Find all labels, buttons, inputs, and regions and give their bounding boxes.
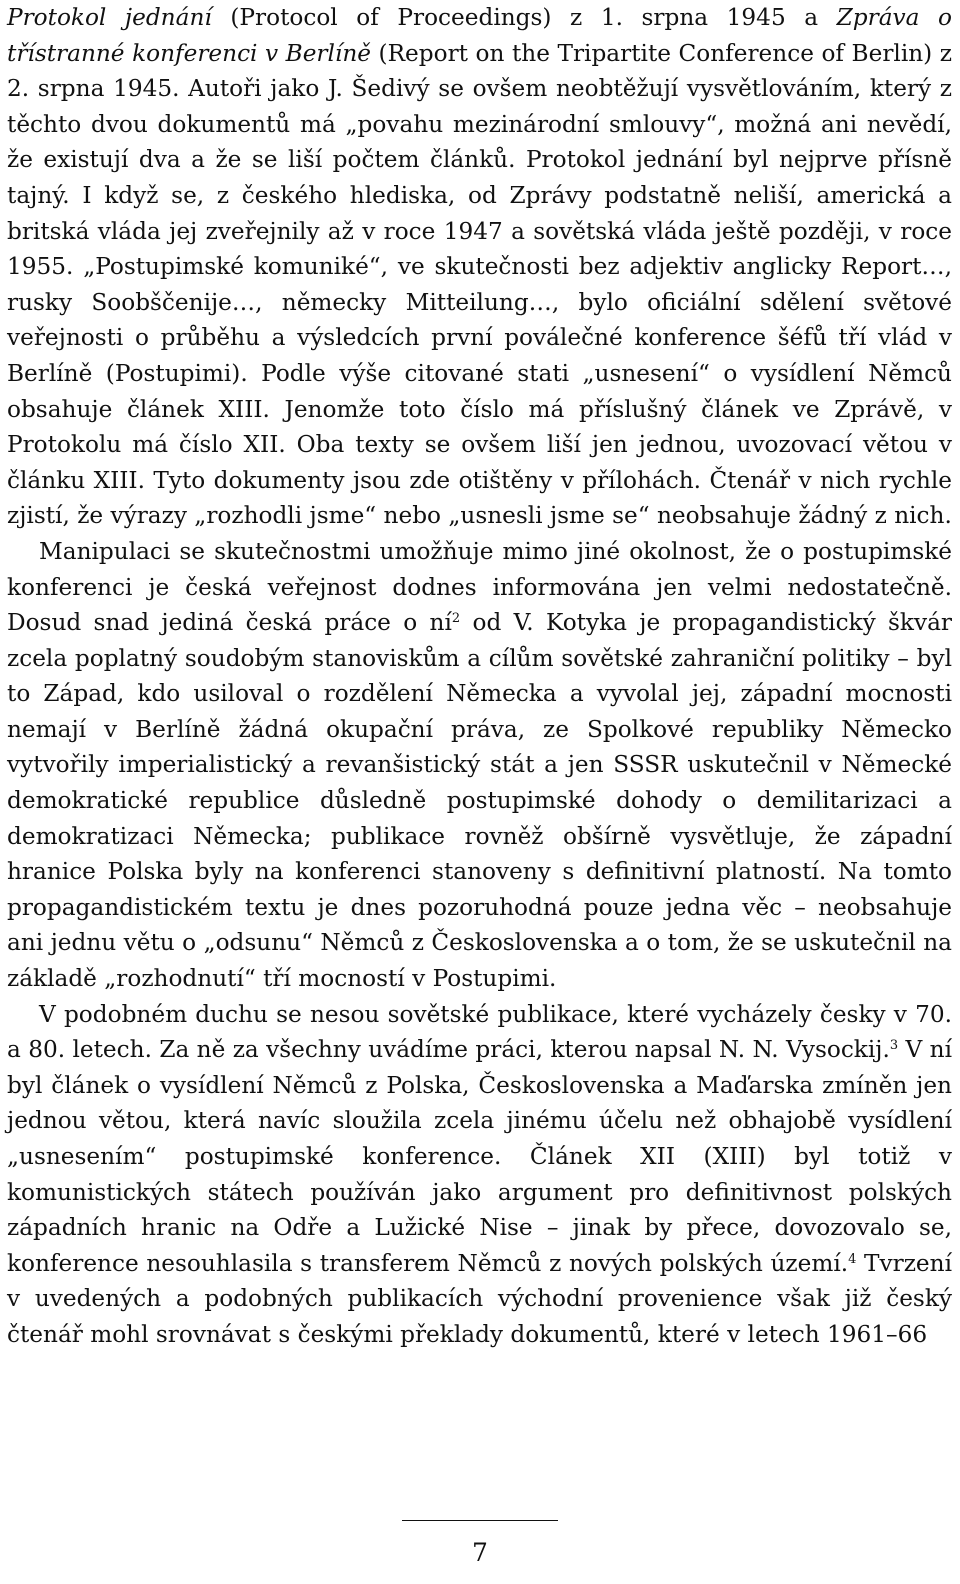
paragraph-text: (Report on the Tripartite Conference of Berlin) z 2. srpna 1945. Autoři jako J. Šedivý se ovšem neobtěžují vysvětlováním, který z těchto dvou dokumentů má „povahu mezinárodní smlouvy“, možná ani nevědí, že existují dva a že se liší počtem článků. Protokol jednání byl nejprve přísně tajný. I když se, z českého hlediska, od Zprávy podstatně neliší, americká a britská vláda jej zveřejnily až v roce 1947 a sovětská vláda ještě později, v roce 1955. „Postupimské komuniké“, ve skutečnosti bez adjektiv anglicky Report…, rusky Soobščenije…, německy Mitteilung…, bylo oficiální sdělení světové veřejnosti o průběhu a výsledcích první poválečné konference šéfů tří vlád v Berlíně (Postupimi). Podle výše citované stati „usnesení“ o vysídlení Němců obsahuje článek XIII. Jenomže toto číslo má příslušný článek ve Zprávě, v Protokolu má číslo XII. Oba texty se ovšem liší jen jednou, uvozovací větou v článku XIII. Tyto dokumenty jsou zde otištěny v přílohách. Čtenář v nich rychle zjistí, že výrazy „rozhodli jsme“ nebo „usnesli jsme se“ neobsahuje žádný z nich.: [7, 39, 952, 530]
paragraph-text: V ní byl článek o vysídlení Němců z Polska, Československa a Maďarska zmíněn jen jednou větou, která navíc sloužila zcela jinému účelu než obhajobě vysídlení „usnesením“ postupimské konference. Článek XII (XIII) byl totiž v komunistických státech používán jako argument pro definitivnost polských západních hranic na Odře a Lužické Nise – jinak by přece, dovozovalo se, konference nesouhlasila s transferem Němců z nových polských území.: [7, 1036, 952, 1277]
paragraph-text: V podobném duchu se nesou sovětské publikace, které vycházely česky v 70. a 80. letech. Za ně za všechny uvádíme práci, kterou napsal N. N. Vysockij.: [7, 1000, 952, 1064]
footnote-reference: 3: [889, 1038, 899, 1054]
paragraph-text: Tvrzení v uvedených a podobných publikacích východní provenience však již český čtenář mohl srovnávat s českými překlady dokumentů, které v letech 1961–66: [7, 1249, 952, 1348]
page-body: [7, 0, 952, 1353]
page-number: 7: [472, 1538, 488, 1567]
footnote-reference: 4: [848, 1251, 857, 1267]
paragraph: [7, 534, 952, 997]
paragraph-text: (Protocol of Proceedings) z 1. srpna 1945 a: [211, 4, 837, 31]
paragraph: [7, 997, 952, 1353]
paragraph: [7, 0, 952, 534]
footnote-reference: 2: [451, 611, 461, 627]
document-title-italic: Zpráva o třístranné konferenci v Berlíně: [7, 4, 952, 67]
document-title-italic: Protokol jednání: [7, 4, 212, 31]
paragraph-text: Manipulaci se skutečnostmi umožňuje mimo jiné okolnost, že o postupimské konferenci je česká veřejnost dodnes informována jen velmi nedostatečně. Dosud snad jediná česká práce o ní: [7, 537, 952, 637]
paragraph-text: od V. Kotyka je propagandistický škvár zcela poplatný soudobým stanoviskům a cílům sovětské zahraniční politiky – byl to Západ, kdo usiloval o rozdělení Německa a vyvolal jej, západní mocnosti nemají v Berlíně žádná okupační práva, ze Spolkové republiky Německo vytvořily imperialistický a revanšistický stát a jen SSSR uskutečnil v Německé demokratické republice důsledně postupimské dohody o demilitarizaci a demokratizaci Německa; publikace rovněž obšírně vysvětluje, že západní hranice Polska byly na konferenci stanoveny s definitivní platností. Na tomto propagandistickém textu je dnes pozoruhodná pouze jedna věc – neobsahuje ani jednu větu o „odsunu“ Němců z Československa a o tom, že se uskutečnil na základě „rozhodnutí“ tří mocností v Postupimi.: [7, 609, 952, 993]
footer-rule: [402, 1520, 558, 1521]
